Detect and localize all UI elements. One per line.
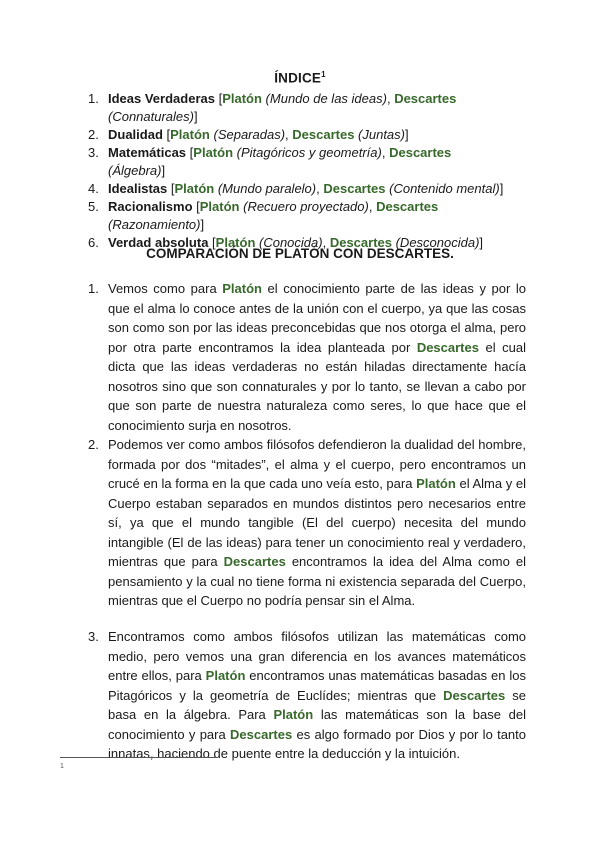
- platon-desc: (Mundo paralelo): [214, 181, 317, 196]
- paragraph-text: Vemos como para: [108, 281, 223, 296]
- index-item: [88, 90, 508, 126]
- index-item: [88, 198, 508, 234]
- index-item: [88, 126, 508, 144]
- separator: ,: [322, 235, 330, 250]
- index-title-text: ÍNDICE: [274, 70, 322, 86]
- index-number: 3.: [88, 145, 99, 160]
- bracket: ]: [200, 217, 205, 232]
- bracket: ]: [405, 127, 409, 142]
- comparison-paragraph: [88, 435, 526, 611]
- footnote-mark: 1: [60, 763, 64, 770]
- index-term: Verdad absoluta: [108, 235, 209, 250]
- bracket: ]: [499, 181, 504, 196]
- descartes-desc: (Contenido mental): [385, 181, 500, 196]
- index-title: [0, 70, 600, 86]
- platon-name: Platón: [170, 127, 210, 142]
- index-term: Racionalismo: [108, 199, 193, 214]
- index-term: Dualidad: [108, 127, 163, 142]
- descartes-name: Descartes: [376, 199, 439, 214]
- index-term: Matemáticas: [108, 145, 187, 160]
- paragraph-text: el Alma y el Cuerpo estaban separados en mundos distintos pero necesarios entre sí, ya que el mundo tangible (El del cuerpo) necesita del mundo intangible (El de las ideas) para tener un conocimiento real y verdadero, mientras que para: [108, 476, 526, 569]
- paragraph-body: [108, 279, 526, 435]
- separator: ,: [381, 145, 390, 160]
- platon-name: Platón: [215, 235, 256, 250]
- separator: ,: [285, 127, 293, 142]
- paragraph-body: [108, 435, 526, 611]
- platon-name: Platón: [222, 91, 262, 106]
- index-list: [88, 90, 508, 252]
- descartes-desc: (Desconocida): [391, 235, 480, 250]
- index-number: 5.: [88, 199, 99, 214]
- paragraph-text: es algo formado por Dios y por lo tanto innatas, haciendo de puente entre la deducción y la intuición.: [108, 726, 527, 761]
- index-number: 1.: [88, 91, 99, 106]
- bracket: [: [214, 91, 223, 106]
- descartes-desc: (Álgebra): [108, 163, 162, 178]
- index-number: 4.: [88, 181, 99, 196]
- bracket: [: [208, 235, 216, 250]
- descartes-name: Descartes: [329, 235, 392, 250]
- bracket: [: [186, 145, 194, 160]
- descartes-desc: (Juntas): [354, 127, 405, 142]
- descartes-desc: (Razonamiento): [108, 217, 201, 232]
- separator: ,: [386, 91, 395, 106]
- comparison-paragraph: [88, 627, 526, 764]
- comparison-paragraph: [88, 279, 526, 435]
- bracket: [: [162, 127, 171, 142]
- bracket: [: [167, 181, 175, 196]
- paragraph-text: encontramos la idea del Alma como el pensamiento y la cual no tiene forma ni existencia separada del Cuerpo, mientras que el Cuerpo no podría pensar sin el Alma.: [108, 554, 526, 608]
- index-number: 6.: [88, 235, 99, 250]
- descartes-name: Descartes: [323, 181, 386, 196]
- platon-name: Platón: [199, 199, 240, 214]
- paragraph-text: encontramos unas matemáticas basadas en los Pitagóricos y la geometría de Euclídes; mientras que: [108, 668, 526, 703]
- platon-name: Platón: [416, 476, 456, 491]
- platon-desc: (Mundo de las ideas): [261, 91, 387, 106]
- bracket: ]: [479, 235, 484, 250]
- paragraph-body: [108, 627, 526, 764]
- paragraph-number: 1.: [88, 281, 99, 296]
- descartes-name: Descartes: [230, 726, 293, 742]
- descartes-name: Descartes: [292, 127, 355, 142]
- separator: ,: [368, 199, 377, 214]
- paragraph-number: 3.: [88, 629, 99, 644]
- bracket: ]: [194, 109, 198, 124]
- bracket: ]: [161, 163, 166, 178]
- footnote-separator: [60, 757, 218, 758]
- descartes-name: Descartes: [389, 145, 452, 160]
- platon-name: Platón: [193, 145, 234, 160]
- platon-desc: (Conocida): [255, 235, 323, 250]
- descartes-name: Descartes: [443, 687, 506, 703]
- platon-name: Platón: [205, 668, 246, 683]
- descartes-name: Descartes: [223, 554, 286, 569]
- paragraph-text: Encontramos como ambos filósofos utilizan las matemáticas como medio, pero vemos una gran diferencia en los avances matemáticos entre ellos, para: [108, 629, 526, 683]
- index-term: Idealistas: [108, 181, 168, 196]
- platon-name: Platón: [273, 707, 314, 722]
- separator: ,: [316, 181, 324, 196]
- platon-desc: (Pitagóricos y geometría): [233, 145, 382, 160]
- index-number: 2.: [88, 127, 99, 142]
- paragraph-number: 2.: [88, 437, 99, 452]
- platon-desc: (Recuero proyectado): [239, 199, 369, 214]
- index-term: Ideas Verdaderas: [108, 91, 215, 106]
- index-item: [88, 180, 508, 198]
- footnote-reference: 1: [321, 70, 326, 79]
- bracket: [: [192, 199, 200, 214]
- section-title: COMPARACIÓN DE PLATÓN CON DESCARTES.: [146, 246, 454, 261]
- paragraph-text: se basa en la álgebra. Para: [108, 687, 526, 722]
- paragraph-text: las matemáticas son la base del conocimiento y para: [108, 707, 526, 742]
- paragraph-text: Podemos ver como ambos filósofos defendieron la dualidad del hombre, formada por dos “mitades”, el alma y el cuerpo, pero encontramos un crucé en la forma en la que cada uno veía esto, para: [108, 437, 526, 491]
- descartes-desc: (Connaturales): [108, 109, 194, 124]
- index-item: [88, 144, 508, 180]
- paragraph-text: el conocimiento parte de las ideas y por lo que el alma lo conoce antes de la unión con el cuerpo, ya que las cosas son como son por las ideas preconcebidas que nos otorga el alma, pero por otra parte encontramos la idea planteada por: [108, 281, 526, 355]
- platon-name: Platón: [222, 281, 262, 296]
- platon-desc: (Separadas): [209, 127, 286, 142]
- platon-name: Platón: [174, 181, 215, 196]
- paragraph-text: el cual dicta que las ideas verdaderas no están hiladas directamente hacía nosotros sino que son connaturales y por lo tanto, se llevan a cabo por que son parte de nuestra naturaleza como seres, lo que hace que el conocimiento surja en nosotros.: [108, 339, 526, 433]
- descartes-name: Descartes: [416, 339, 479, 355]
- descartes-name: Descartes: [394, 91, 457, 106]
